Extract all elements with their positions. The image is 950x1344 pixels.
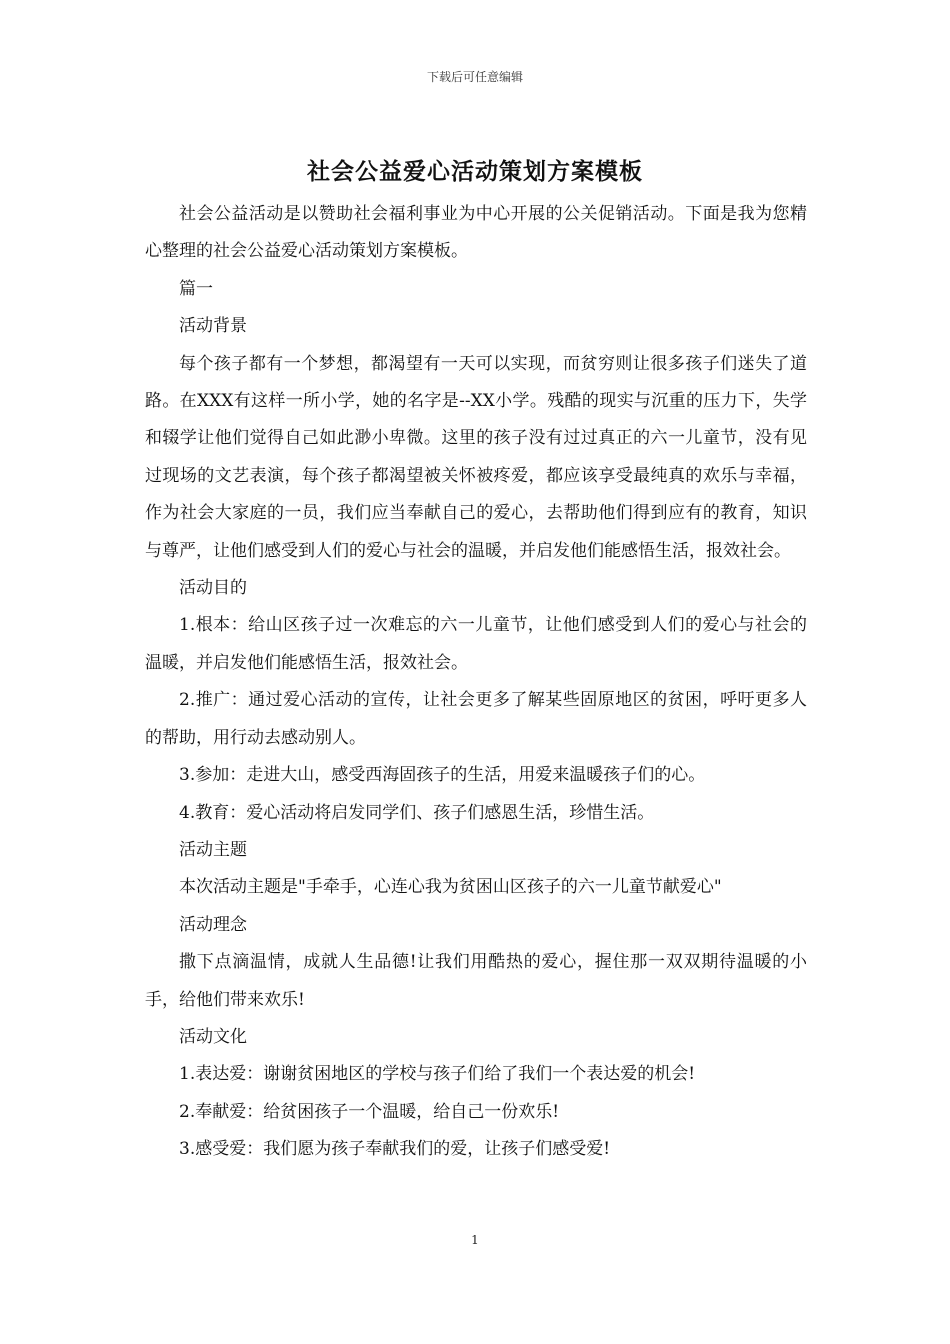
purpose-item-4: 4.教育：爱心活动将启发同学们、孩子们感恩生活，珍惜生活。: [179, 802, 655, 823]
concept-paragraph: 撒下点滴温情，成就人生品德!让我们用酷热的爱心，握住那一双双期待温暖的小手，给他们带来欢乐!: [145, 952, 807, 1010]
culture-item-3: 3.感受爱：我们愿为孩子奉献我们的爱，让孩子们感受爱!: [179, 1139, 611, 1160]
background-paragraph: 每个孩子都有一个梦想，都渴望有一天可以实现，而贫穷则让很多孩子们迷失了道路。在XXX有这样一所小学，她的名字是--XX小学。残酷的现实与沉重的压力下，失学和辍学让他们觉得自己如此渺小卑微。这里的孩子没有过过真正的六一儿童节，没有见过现场的文艺表演，每个孩子都渴望被关怀被疼爱，都应该享受最纯真的欢乐与幸福，作为社会大家庭的一员，我们应当奉献自己的爱心，去帮助他们得到应有的教育，知识与尊严，让他们感受到人们的爱心与社会的温暖，并启发他们能感悟生活，报效社会。: [145, 353, 807, 561]
document-body: [145, 196, 807, 1169]
heading-activity-purpose: 活动目的: [179, 578, 247, 599]
heading-activity-concept: 活动理念: [179, 914, 247, 935]
purpose-item-2: 2.推广：通过爱心活动的宣传，让社会更多了解某些固原地区的贫困，呼吁更多人的帮助，用行动去感动别人。: [145, 690, 807, 748]
purpose-item-3: 3.参加：走进大山，感受西海固孩子的生活，用爱来温暖孩子们的心。: [179, 765, 706, 786]
page-number: 1: [471, 1233, 479, 1247]
heading-activity-culture: 活动文化: [179, 1026, 247, 1047]
theme-paragraph: 本次活动主题是"手牵手，心连心我为贫困山区孩子的六一儿童节献爱心": [179, 877, 722, 898]
intro-paragraph: 社会公益活动是以赞助社会福利事业为中心开展的公关促销活动。下面是我为您精心整理的社会公益爱心活动策划方案模板。: [145, 204, 807, 262]
section-label-part-one: 篇一: [179, 278, 213, 299]
heading-activity-theme: 活动主题: [179, 839, 247, 860]
page-header-note: 下载后可任意编辑: [426, 70, 523, 84]
heading-activity-background: 活动背景: [179, 316, 247, 337]
purpose-item-1: 1.根本：给山区孩子过一次难忘的六一儿童节，让他们感受到人们的爱心与社会的温暖，并启发他们能感悟生活，报效社会。: [145, 615, 807, 673]
culture-item-2: 2.奉献爱：给贫困孩子一个温暖，给自己一份欢乐!: [179, 1101, 560, 1122]
document-title: 社会公益爱心活动策划方案模板: [307, 158, 643, 185]
culture-item-1: 1.表达爱：谢谢贫困地区的学校与孩子们给了我们一个表达爱的机会!: [179, 1064, 696, 1085]
